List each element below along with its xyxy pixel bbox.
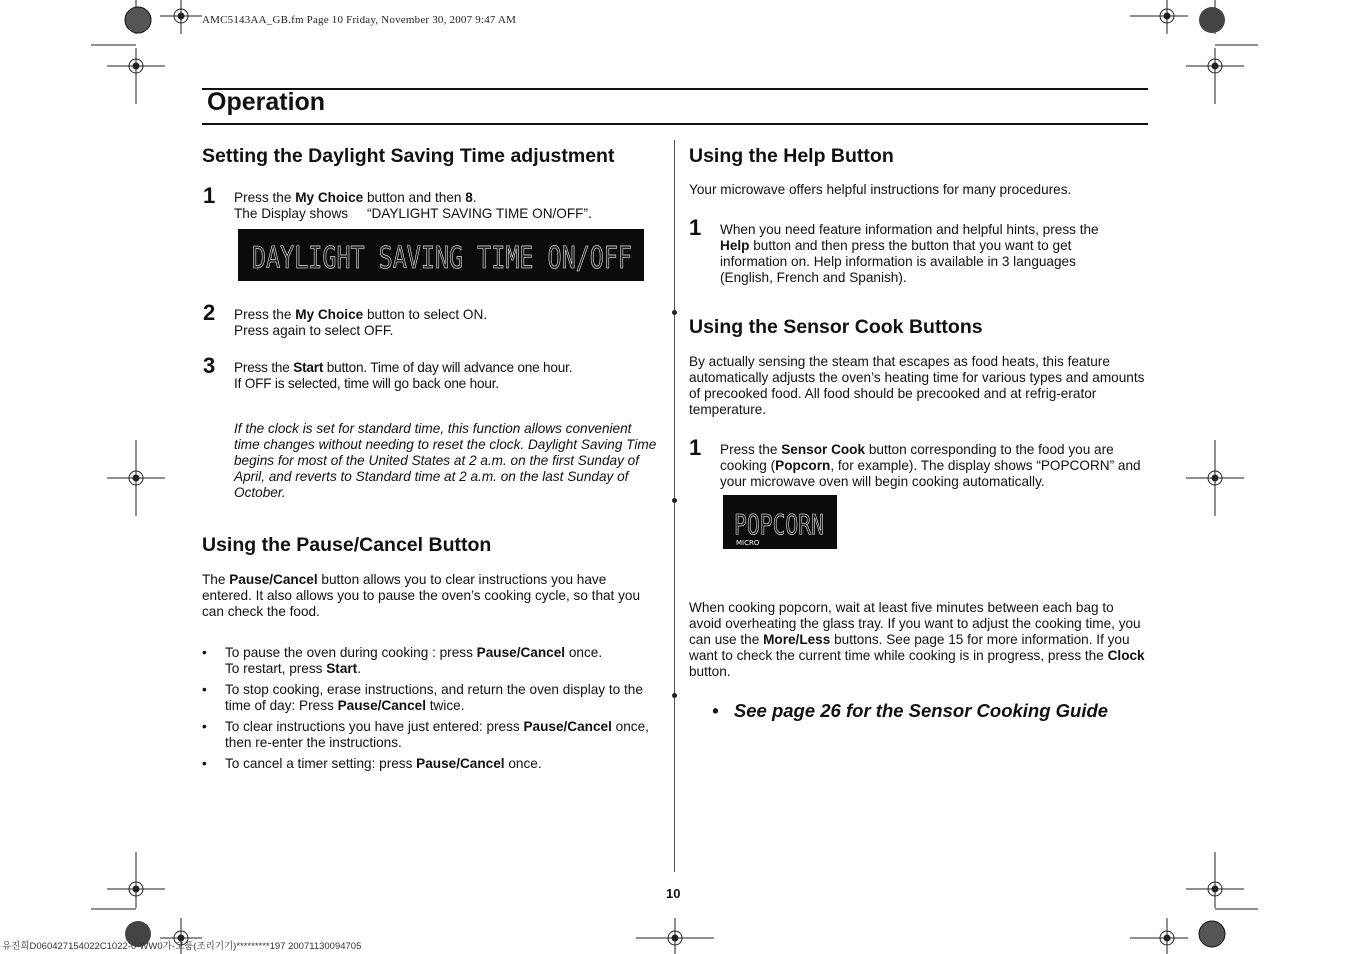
step-number: 1 — [689, 215, 702, 240]
sensor-intro: By actually sensing the steam that escapes as food heats, this feature automatically adjusts the oven’s heating time for various types and amounts of precooked food. All food should be precooked and at refrig-erator temperature. — [689, 354, 1145, 417]
help-intro: Your microwave offers helpful instructions for many procedures. — [689, 182, 1072, 197]
dst-display-panel — [238, 229, 644, 281]
dst-heading: Setting the Daylight Saving Time adjustment — [202, 145, 615, 167]
step-number: 3 — [203, 353, 216, 378]
column-divider — [674, 140, 675, 872]
file-meta-footer: 유진희D060427154022C1022-0-WW0가-고품(조리기기)*********197 20071130094705 — [2, 941, 362, 952]
bullet-glyph: • — [202, 645, 207, 660]
bullet-glyph: • — [202, 682, 207, 697]
bullet-glyph: • — [202, 756, 207, 771]
page-number: 10 — [666, 886, 681, 901]
pause-intro: The Pause/Cancel button allows you to clear instructions you have entered. It also allows you to pause the oven’s cooking cycle, so that you can check the food. — [202, 572, 641, 619]
dst-step2-text: Press the My Choice button to select ON. Press again to select OFF. — [234, 307, 488, 338]
page-title: Operation — [207, 88, 326, 116]
file-meta-header: AMC5143AA_GB.fm Page 10 Friday, November 30, 2007 9:47 AM — [202, 14, 517, 26]
help-heading: Using the Help Button — [689, 145, 894, 167]
sensor-step1-text: Press the Sensor Cook button corresponding to the food you are cooking (Popcorn, for example). The display shows “POPCORN” and your microwave oven will begin cooking automatically. — [720, 442, 1141, 489]
bullet-glyph: • — [202, 719, 207, 734]
step-number: 1 — [689, 435, 702, 460]
title-rule-top — [202, 88, 1148, 90]
lcd-screen — [238, 229, 644, 281]
popcorn-note: When cooking popcorn, wait at least five minutes between each bag to avoid overheating the glass tray. If you want to adjust the cooking time, you can use the More/Less buttons. See page 15 for more information. If you want to check the current time while cooking is in progress, press the Clock button. — [689, 600, 1145, 679]
popcorn-display-panel — [723, 495, 837, 549]
sensor-heading: Using the Sensor Cook Buttons — [689, 316, 983, 338]
sensor-guide-reference: • See page 26 for the Sensor Cooking Guide — [712, 700, 1109, 721]
title-rule-bottom — [202, 123, 1148, 125]
lcd-sub-label: MICRO — [736, 539, 760, 547]
lcd-screen — [723, 495, 837, 549]
step-number: 2 — [203, 300, 216, 325]
help-step1-text: When you need feature information and helpful hints, press the Help button and then press the button that you want to get information on. Help information is available in 3 languages (English, French and Spanish). — [720, 222, 1099, 285]
dst-note: If the clock is set for standard time, this function allows convenient time changes without needing to reset the clock. Daylight Saving Time begins for most of the United States at 2 a.m. on the first Sunday of April, and reverts to Standard time at 2 a.m. on the last Sunday of October. — [234, 421, 657, 500]
lcd-text: POPCORN — [734, 508, 824, 541]
margin-dot — [672, 310, 677, 315]
margin-dot — [672, 693, 677, 698]
margin-dot — [672, 498, 677, 503]
lcd-text: DAYLIGHT SAVING TIME ON/OFF — [252, 241, 632, 276]
step-number: 1 — [203, 183, 216, 208]
dst-step1-text: Press the My Choice button and then 8. The Display shows “DAYLIGHT SAVING TIME ON/OFF”. — [234, 190, 592, 221]
dst-step3-text: Press the Start button. Time of day will advance one hour. If OFF is selected, time will go back one hour. — [234, 360, 573, 391]
pause-heading: Using the Pause/Cancel Button — [202, 534, 492, 556]
